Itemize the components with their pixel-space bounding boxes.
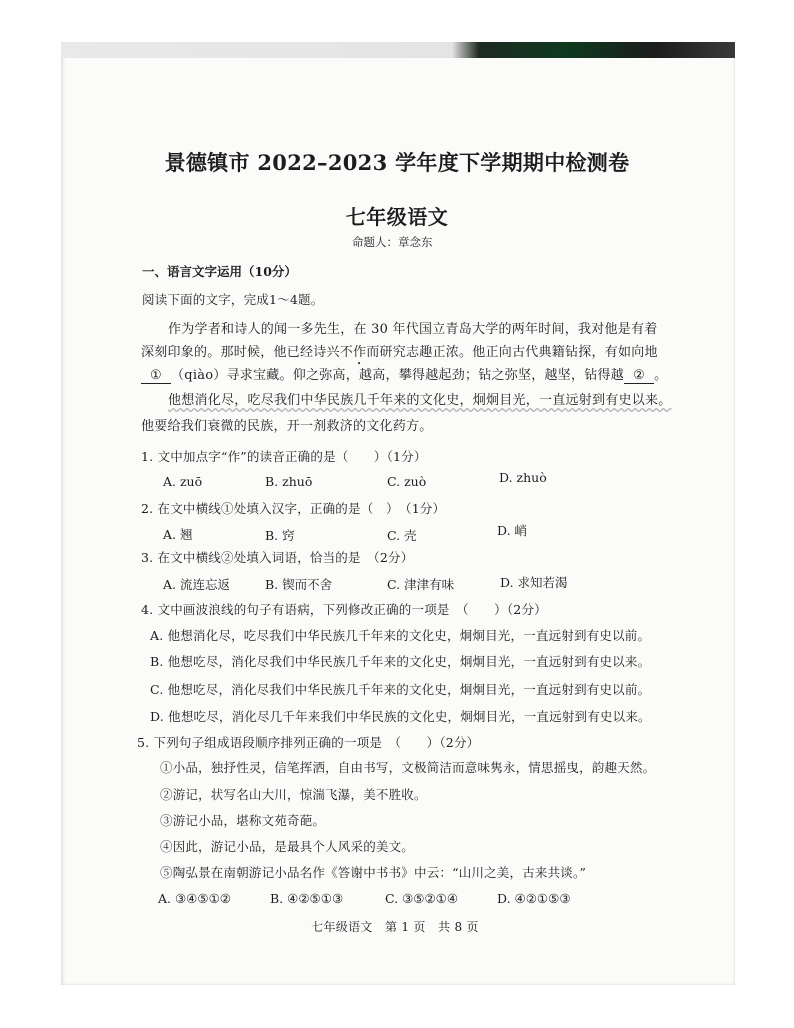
- exam-subtitle: 七年级语文: [345, 205, 449, 229]
- question-4-stem: 4. 文中画波浪线的句子有语病，下列修改正确的一项是 （ ）（2分）: [141, 602, 547, 617]
- question-5-option-b: B. ④②⑤①③: [270, 891, 344, 906]
- passage-line-3: [141, 364, 667, 384]
- passage-text: 而研究志趣正浓。他正向古代典籍钻探，有如向地: [366, 345, 658, 360]
- question-2-option-b: B. 窍: [265, 528, 295, 543]
- question-4-option-a: A. 他想消化尽，吃尽我们中华民族几千年来的文化史，炯炯目光，一直远射到有史以前。: [150, 628, 651, 643]
- question-1-stem: 1. 文中加点字“作”的读音正确的是（ ）（1分）: [141, 449, 427, 464]
- scan-edge: [61, 42, 735, 58]
- question-5-option-c: C. ③⑤②①④: [385, 891, 459, 906]
- blank-1: ①: [141, 368, 171, 384]
- passage-line-4: [168, 389, 672, 408]
- question-5-sentence-4: ④因此，游记小品，是最具个人风采的美文。: [160, 839, 415, 854]
- question-3-stem: 3. 在文中横线②处填入词语，恰当的是 （2分）: [141, 550, 414, 565]
- question-1-option-d: D. zhuò: [499, 470, 547, 485]
- section-heading: 一、语言文字运用（10分）: [142, 264, 297, 279]
- question-3-option-b: B. 锲而不舍: [265, 577, 333, 592]
- question-2-option-d: D. 峭: [497, 523, 528, 538]
- question-5-sentence-1: ①小品，独抒性灵，信笔挥洒，自由书写，文极简洁而意味隽永，情思摇曳，韵趣天然。: [160, 760, 656, 775]
- question-3-option-d: D. 求知若渴: [500, 575, 568, 590]
- passage-text: （qiào）寻求宝藏。仰之弥高，越高，攀得越起劲；钻之弥坚，越坚，钻得越: [171, 368, 625, 383]
- question-1-option-c: C. zuò: [387, 474, 427, 489]
- passage-text: 深刻印象的。那时候，他已经诗兴不: [141, 345, 354, 360]
- question-5-option-a: A. ③④⑤①②: [158, 891, 232, 906]
- question-1-option-b: B. zhuō: [265, 474, 313, 489]
- passage-line-1: 作为学者和诗人的闻一多先生，在 30 年代国立青岛大学的两年时间，我对他是有着: [168, 322, 658, 337]
- question-1-option-a: A. zuō: [163, 474, 203, 489]
- dotted-character: 作: [353, 345, 367, 360]
- question-4-option-c: C. 他想吃尽，消化尽我们中华民族几千年来的文化史，炯炯目光，一直远射到有史以前。: [150, 682, 651, 697]
- question-5-sentence-3: ③游记小品，堪称文苑奇葩。: [160, 813, 326, 828]
- page-footer: 七年级语文 第 1 页 共 8 页: [311, 920, 479, 934]
- question-2-option-a: A. 翘: [163, 527, 193, 542]
- question-5-option-d: D. ④②①⑤③: [497, 891, 571, 906]
- question-2-stem: 2. 在文中横线①处填入汉字，正确的是（ ） （1分）: [141, 501, 446, 516]
- question-5-sentence-2: ②游记，状写名山大川，惊湍飞瀑，美不胜收。: [160, 787, 427, 802]
- question-3-option-c: C. 津津有味: [387, 577, 455, 592]
- exam-title: 景德镇市 2022–2023 学年度下学期期中检测卷: [164, 150, 630, 175]
- question-5-stem: 5. 下列句子组成语段顺序排列正确的一项是 （ ）（2分）: [137, 735, 480, 750]
- blank-2: ②: [624, 368, 654, 384]
- section-instruction: 阅读下面的文字，完成1～4题。: [142, 292, 324, 307]
- exam-author: 命题人：章念东: [352, 235, 433, 249]
- question-2-option-c: C. 壳: [387, 528, 417, 543]
- question-5-sentence-5: ⑤陶弘景在南朝游记小品名作《答谢中书书》中云：“山川之美，古来共谈。”: [160, 865, 587, 880]
- wavy-underlined-sentence: 他想消化尽，吃尽我们中华民族几千年来的文化史，炯炯目光，一直远射到有史以来。: [168, 393, 672, 408]
- question-4-option-d: D. 他想吃尽，消化尽几千年来我们中华民族的文化史，炯炯目光，一直远射到有史以来。: [150, 709, 651, 724]
- question-4-option-b: B. 他想吃尽，消化尽我们中华民族几千年来的文化史，炯炯目光，一直远射到有史以来。: [150, 654, 651, 669]
- question-3-option-a: A. 流连忘返: [163, 577, 230, 592]
- passage-line-5: 他要给我们衰微的民族，开一剂救济的文化药方。: [141, 419, 433, 434]
- passage-text: 。: [654, 368, 668, 383]
